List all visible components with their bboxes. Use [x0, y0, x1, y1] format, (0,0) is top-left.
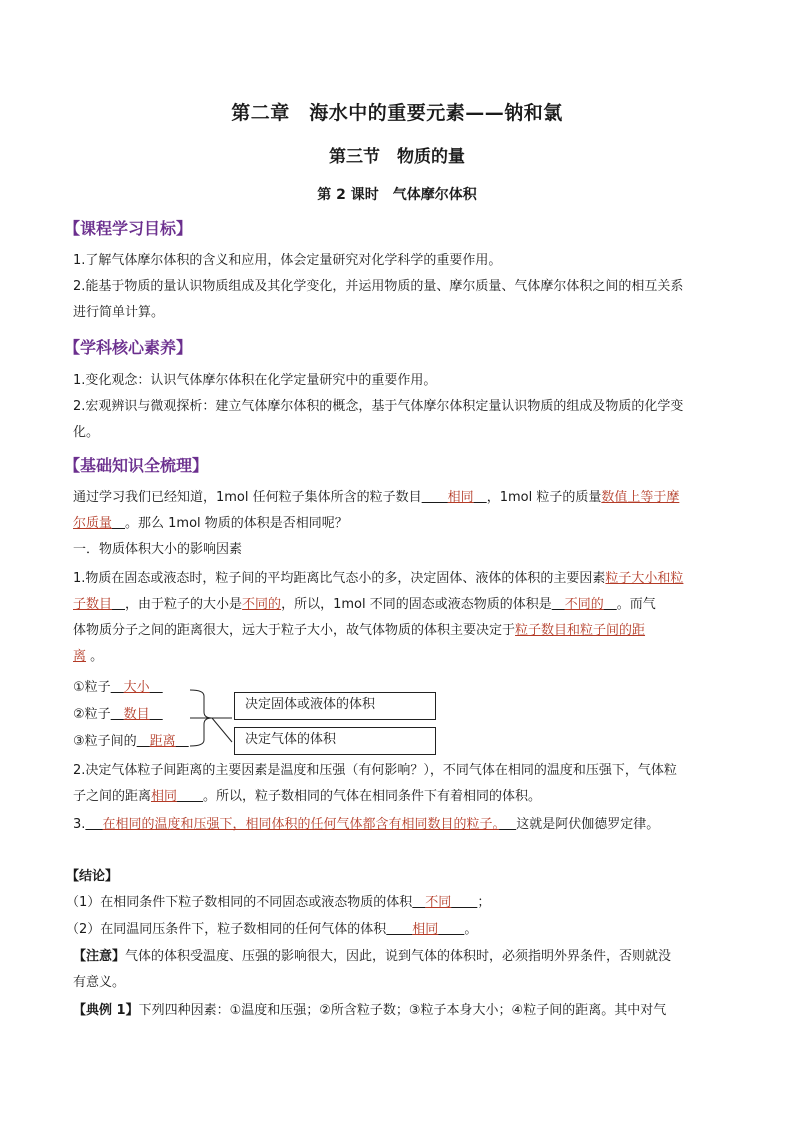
example-line: [73, 998, 733, 1024]
factor-3-answer: 距离: [149, 734, 176, 749]
intro-answer-1: 相同: [447, 490, 474, 505]
p1-blank-3: [552, 597, 617, 612]
factor-1-label: ①粒子: [73, 680, 111, 695]
example-label: 【典例 1】: [73, 1003, 139, 1018]
p2-line-1: 2.决定气体粒子间距离的主要因素是温度和压强（有何影响？），不同气体在相同的温度和压强下，气体粒: [73, 763, 677, 778]
p2-line-2: [73, 784, 723, 810]
conclusion-1-answer: 不同: [425, 895, 452, 910]
factor-2-blank: [111, 707, 163, 722]
p1-text-1: 1.物质在固态或液态时，粒子间的平均距离比气态小的多，决定固体、液体的体积的主要因素: [73, 571, 606, 586]
intro-blank-1: [422, 490, 487, 505]
box-solid-liquid: 决定固体或液体的体积: [234, 692, 436, 720]
note-line-1: [73, 944, 733, 970]
p1-text-6: 。: [90, 649, 104, 664]
objectives-heading: 【课程学习目标】: [64, 219, 193, 238]
p1-text-3: ，所以，1mol 不同的固态或液态物质的体积是: [281, 597, 552, 612]
factor-3-label: ③粒子间的: [73, 734, 137, 749]
factor-brace-lines: [188, 688, 238, 750]
conclusion-2-text: （2）在同温同压条件下，粒子数相同的任何气体的体积: [66, 922, 387, 937]
p3-blank: [85, 817, 516, 832]
p1-answer-1b: 子数目: [73, 597, 113, 612]
conclusion-heading: 【结论】: [66, 869, 119, 884]
p1-line-1: [73, 566, 733, 592]
literacy-2b: 化。: [73, 425, 100, 440]
intro-answer-2b: 尔质量: [73, 516, 113, 531]
conclusion-2-blank: [386, 922, 464, 937]
note-line-2: 有意义。: [73, 975, 126, 990]
p3-line: [73, 812, 733, 838]
conclusion-1-text: （1）在相同条件下粒子数相同的不同固态或液态物质的体积: [66, 895, 413, 910]
factor-3-blank: [137, 734, 189, 749]
intro-line-1: [73, 485, 733, 511]
literacy-2a: 2.宏观辨识与微观探析：建立气体摩尔体积的概念，基于气体摩尔体积定量认识物质的组成及物质的化学变: [73, 399, 684, 414]
objective-2a: 2.能基于物质的量认识物质组成及其化学变化，并运用物质的量、摩尔质量、气体摩尔体积之间的相互关系: [73, 279, 684, 294]
factor-1-blank: [111, 680, 163, 695]
intro-blank-2: [112, 516, 125, 531]
p1-answer-2: 不同的: [242, 597, 282, 612]
p1-text-5: 体物质分子之间的距离很大，远大于粒子大小，故气体物质的体积主要决定于: [73, 623, 516, 638]
p3-text-2: 这就是阿伏伽德罗定律。: [516, 817, 660, 832]
intro-text-3: 。那么 1mol 物质的体积是否相同呢？: [125, 516, 348, 531]
box-gas: 决定气体的体积: [234, 727, 436, 755]
p3-text-1: 3.: [73, 817, 86, 832]
p2-text-2: 子之间的距离: [73, 789, 152, 804]
intro-text-2: ，1mol 粒子的质量: [486, 490, 602, 505]
conclusion-2: [66, 917, 716, 943]
conclusion-2-end: 。: [464, 922, 478, 937]
lesson-title: 第 2 课时 气体摩尔体积: [317, 187, 477, 203]
note-text-1: 气体的体积受温度、压强的影响很大，因此，说到气体的体积时，必须指明外界条件，否则就没: [125, 949, 672, 964]
chapter-title: 第二章 海水中的重要元素——钠和氯: [231, 102, 563, 124]
factor-2-label: ②粒子: [73, 707, 111, 722]
p3-answer: 在相同的温度和压强下，相同体积的任何气体都含有相同数目的粒子。: [102, 817, 500, 832]
p1-line-2: [73, 592, 733, 618]
intro-answer-2a: 数值上等于摩: [601, 490, 680, 505]
factor-1-answer: 大小: [123, 680, 150, 695]
p2-text-3: 。所以，粒子数相同的气体在相同条件下有着相同的体积。: [203, 789, 542, 804]
conclusion-1-blank: [412, 895, 477, 910]
p1-text-2: ，由于粒子的大小是: [125, 597, 243, 612]
basics-heading: 【基础知识全梳理】: [64, 456, 209, 475]
note-label: 【注意】: [73, 949, 126, 964]
section-title: 第三节 物质的量: [329, 147, 465, 167]
conclusion-2-answer: 相同: [412, 922, 439, 937]
p1-answer-4a: 粒子数目和粒子间的距: [515, 623, 646, 638]
p1-answer-1a: 粒子大小和粒: [605, 571, 684, 586]
literacy-1: 1.变化观念：认识气体摩尔体积在化学定量研究中的重要作用。: [73, 373, 437, 388]
conclusion-1: [66, 890, 716, 916]
example-text: 下列四种因素：①温度和压强；②所含粒子数；③粒子本身大小；④粒子间的距离。其中对气: [138, 1003, 667, 1018]
factor-2-answer: 数目: [123, 707, 150, 722]
intro-line-2: [73, 511, 723, 537]
intro-text-1: 通过学习我们已经知道，1mol 任何粒子集体所含的粒子数目: [73, 490, 422, 505]
p2-answer-1: 相同: [151, 789, 178, 804]
p1-answer-4b: 离: [73, 649, 87, 664]
literacy-heading: 【学科核心素养】: [64, 338, 193, 357]
p2-blank-1: [151, 789, 203, 804]
p1-line-3: [73, 618, 733, 644]
conclusion-1-end: ；: [477, 895, 491, 910]
subheading-1: 一．物质体积大小的影响因素: [73, 542, 243, 557]
p1-line-4: [73, 644, 723, 670]
objective-1: 1.了解气体摩尔体积的含义和应用，体会定量研究对化学科学的重要作用。: [73, 253, 502, 268]
p1-text-4: 。而气: [616, 597, 656, 612]
p1-blank-1: [112, 597, 125, 612]
p1-answer-3: 不同的: [564, 597, 604, 612]
objective-2b: 进行简单计算。: [73, 305, 165, 320]
